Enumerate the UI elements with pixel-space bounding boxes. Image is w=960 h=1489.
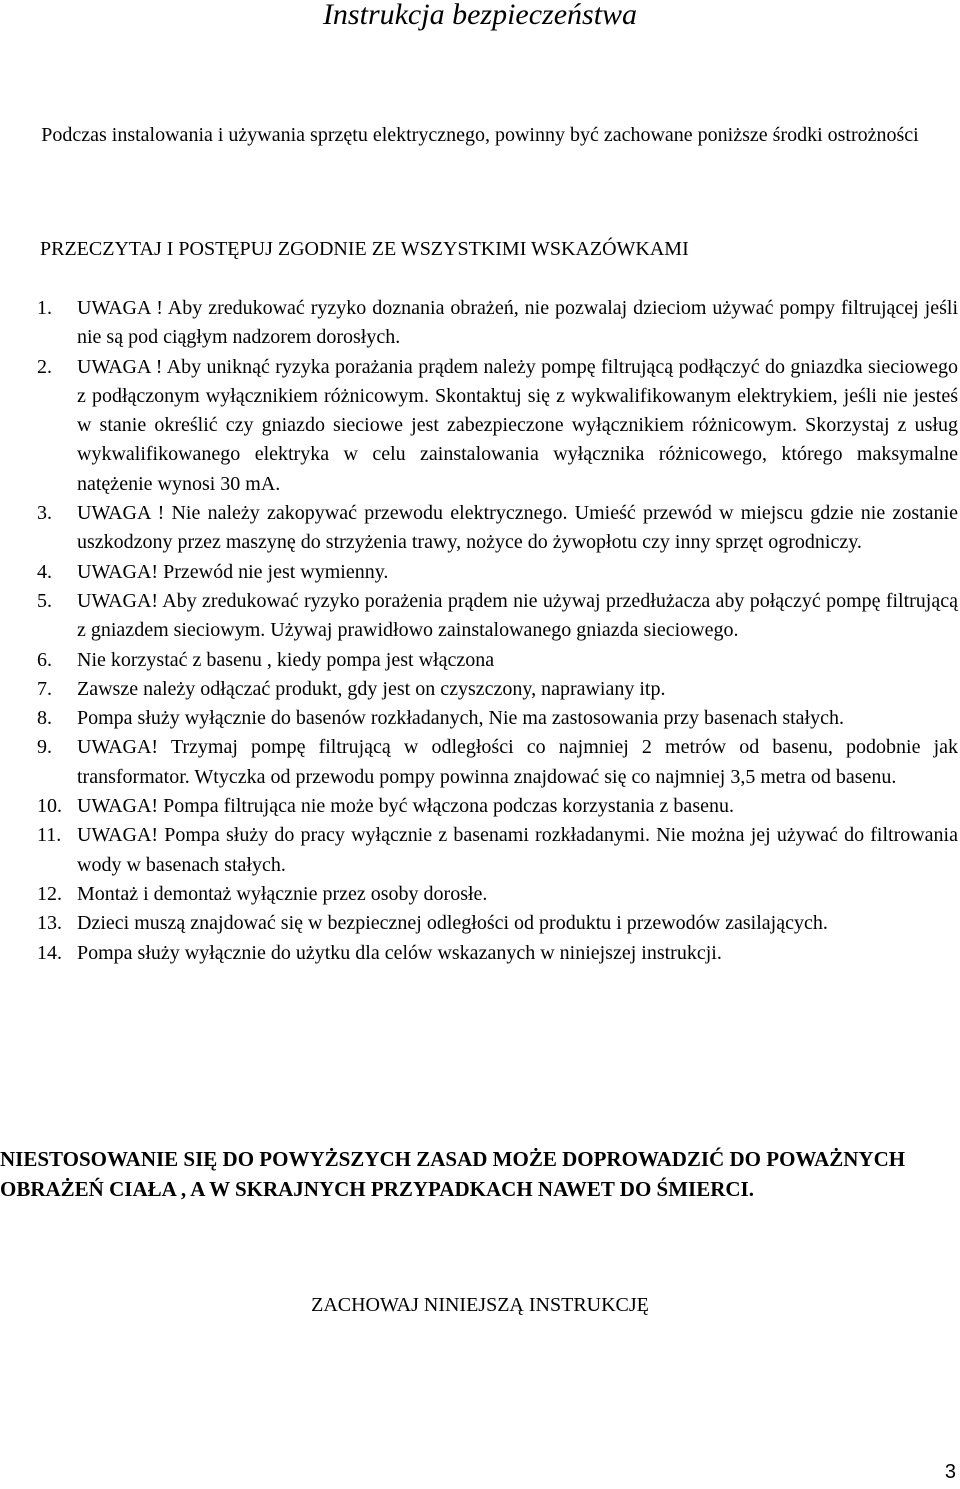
rule-item [0,558,958,587]
rule-number: 9. [37,736,52,759]
rule-text: Nie korzystać z basenu , kiedy pompa jest włączona [77,648,495,671]
rule-text: Dzieci muszą znajdować się w bezpiecznej odległości od produktu i przewodów zasilających. [77,912,828,935]
rule-number: 2. [37,355,52,378]
rule-text: UWAGA! Pompa filtrująca nie może być włączona podczas korzystania z basenu. [77,795,734,818]
rule-item [0,646,958,675]
rule-item [0,499,958,558]
rule-text: UWAGA ! Nie należy zakopywać przewodu elektrycznego. Umieść przewód w miejscu gdzie nie zostanie uszkodzony przez maszynę do strzyżenia trawy, nożyce do żywopłotu czy inny sprzęt ogrodniczy. [77,502,958,554]
rule-item [0,353,958,499]
rule-text: UWAGA! Pompa służy do pracy wyłącznie z basenami rozkładanymi. Nie można jej używać do filtrowania wody w basenach stałych. [77,824,958,876]
rule-number: 5. [37,589,52,612]
rule-number: 11. [37,824,62,847]
rule-number: 14. [37,941,62,964]
rule-number: 10. [37,795,62,818]
rule-text: UWAGA! Przewód nie jest wymienny. [77,560,389,583]
rule-number: 7. [37,677,52,700]
rule-item [0,675,958,704]
rule-item [0,880,958,909]
keep-instruction-note: ZACHOWAJ NINIEJSZĄ INSTRUKCJĘ [311,1294,649,1316]
rule-text: UWAGA ! Aby uniknąć ryzyka porażania prądem należy pompę filtrującą podłączyć do gniazdka sieciowego z podłączonym wyłącznikiem różnicowym. Skontaktuj się z wykwalifikowanym elektrykiem, jeśli nie jesteś w stanie określić czy gniazdo sieciowe jest zabezpieczone wyłącznikiem różnicowym. Skorzystaj z usług wykwalifikowanego elektryka w celu zainstalowania wyłącznika różnicowego, którego maksymalne natężenie wynosi 30 mA. [77,355,958,495]
rule-item [0,733,958,792]
read-instructions-heading: PRZECZYTAJ I POSTĘPUJ ZGODNIE ZE WSZYSTKIMI WSKAZÓWKAMI [40,238,689,260]
rule-text: Pompa służy wyłącznie do użytku dla celów wskazanych w niniejszej instrukcji. [77,941,722,964]
rule-text: UWAGA ! Aby zredukować ryzyko doznania obrażeń, nie pozwalaj dzieciom używać pompy filtrującej jeśli nie są pod ciągłym nadzorem dorosłych. [77,297,958,349]
document-title: Instrukcja bezpieczeństwa [322,0,638,31]
rule-number: 8. [37,707,52,730]
rule-text: Montaż i demontaż wyłącznie przez osoby dorosłe. [77,882,488,905]
rule-number: 13. [37,912,62,935]
rule-item [0,792,958,821]
rule-item [0,821,958,880]
rule-number: 12. [37,882,62,905]
safety-rules-list [0,294,958,968]
rule-item [0,909,958,938]
rule-text: UWAGA! Aby zredukować ryzyko porażenia prądem nie używaj przedłużacza aby połączyć pompę filtrującą z gniazdem sieciowym. Używaj prawidłowo zainstalowanego gniazda sieciowego. [77,589,958,642]
rule-item [0,939,958,968]
rule-item [0,294,958,353]
non-compliance-warning: NIESTOSOWANIE SIĘ DO POWYŻSZYCH ZASAD MOŻE DOPROWADZIĆ DO POWAŻNYCH OBRAŻEŃ CIAŁA , A W SKRAJNYCH PRZYPADKACH NAWET DO ŚMIERCI. [0,1147,906,1201]
rule-text: Pompa służy wyłącznie do basenów rozkładanych, Nie ma zastosowania przy basenach stałych. [77,707,844,730]
rule-item [0,587,958,646]
rule-number: 1. [37,297,52,319]
rule-number: 4. [37,560,52,583]
rule-number: 3. [37,502,52,525]
rule-item [0,704,958,733]
page-number: 3 [944,1461,956,1483]
rule-number: 6. [37,648,52,671]
rule-text: UWAGA! Trzymaj pompę filtrującą w odległości co najmniej 2 metrów od basenu, podobnie jak transformator. Wtyczka od przewodu pompy powinna znajdować się co najmniej 3,5 metra od basenu. [77,736,958,788]
intro-paragraph: Podczas instalowania i używania sprzętu elektrycznego, powinny być zachowane poniższe środki ostrożności [41,124,919,146]
rule-text: Zawsze należy odłączać produkt, gdy jest on czyszczony, naprawiany itp. [77,677,666,700]
